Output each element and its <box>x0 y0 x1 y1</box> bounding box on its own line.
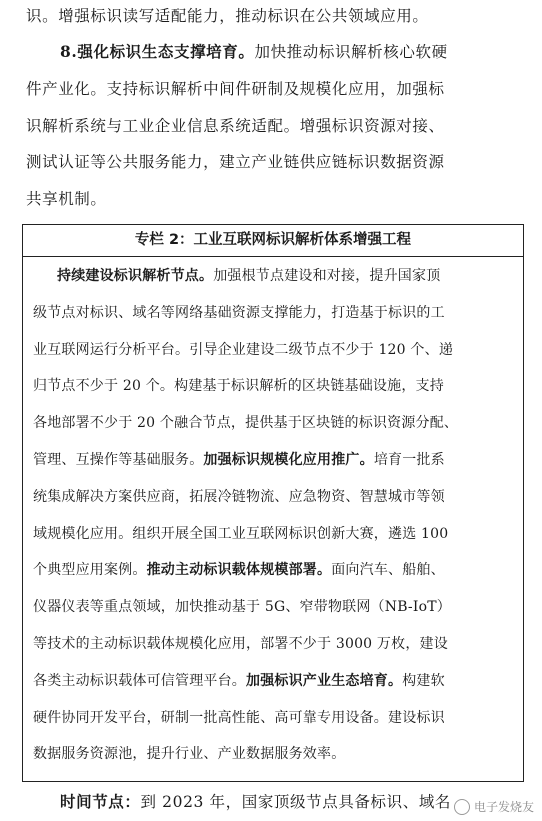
column-box-subheading: 持续建设标识解析节点。 <box>57 268 214 284</box>
column-box-line <box>33 449 515 469</box>
column-box-subheading: 加强标识产业生态培育。 <box>246 672 403 689</box>
column-box-text: 个典型应用案例。 <box>33 562 147 579</box>
column-box-subheading: 加强标识规模化应用推广。 <box>203 452 374 468</box>
column-box-title: 专栏 2：工业互联网标识解析体系增强工程 <box>23 225 523 257</box>
column-box-text: 各地部署不少于 20 个融合节点，提供基于区块链的标识资源分配、 <box>33 415 459 432</box>
section-heading: 8.强化标识生态支撑培育。 <box>60 42 255 61</box>
column-box-text: 归节点不少于 20 个。构建基于标识解析的区块链基础设施，支持 <box>33 378 444 395</box>
column-box-text: 硬件协同开发平台，研制一批高性能、高可靠专用设备。建设标识 <box>33 709 445 726</box>
column-box-line <box>33 486 515 506</box>
text-line: 测试认证等公共服务能力，建立产业链供应链标识数据资源 <box>26 153 445 171</box>
text-line: 识解析系统与工业企业信息系统适配。增强标识资源对接、 <box>26 117 445 135</box>
section-text: 加快推动标识解析核心软硬 <box>254 43 448 61</box>
text-line: 共享机制。 <box>26 190 107 208</box>
column-box-line <box>33 412 515 432</box>
column-box-text: 管理、互操作等基础服务。 <box>33 452 204 468</box>
column-box <box>22 224 524 782</box>
column-box-text: 业互联网运行分析平台。引导企业建设二级节点不少于 120 个、递 <box>33 341 454 358</box>
column-box-text: 等技术的主动标识载体规模化应用，部署不少于 3000 万枚，建设 <box>33 636 448 652</box>
column-box-text: 级节点对标识、域名等网络基础资源支撑能力，打造基于标识的工 <box>33 304 445 321</box>
column-box-line <box>33 707 515 727</box>
column-box-line <box>33 670 515 690</box>
column-box-text: 域规模化应用。组织开展全国工业互联网标识创新大赛，遴选 100 <box>33 525 449 542</box>
column-box-text: 仪器仪表等重点领域，加快推动基于 5G、窄带物联网（NB-IoT） <box>33 599 451 616</box>
column-box-line <box>33 339 515 359</box>
column-box-text: 培育一批系 <box>373 452 445 468</box>
timeline-text: 到 2023 年，国家顶级节点具备标识、域名 <box>140 793 452 811</box>
column-box-line <box>33 302 515 322</box>
column-box-line <box>33 375 515 395</box>
column-box-line <box>33 559 515 579</box>
column-box-subheading: 推动主动标识载体规模部署。 <box>146 562 332 579</box>
watermark-logo-icon <box>454 799 470 815</box>
column-box-text: 统集成解决方案供应商，拓展冷链物流、应急物资、智慧城市等领 <box>33 488 445 505</box>
timeline-heading: 时间节点： <box>60 792 141 811</box>
column-box-line <box>33 743 515 763</box>
column-box-line <box>33 596 515 616</box>
column-box-text: 构建软 <box>402 672 445 689</box>
watermark <box>454 798 534 815</box>
column-box-text: 面向汽车、船舶、 <box>331 562 445 579</box>
column-box-line <box>57 265 515 285</box>
column-box-line <box>33 523 515 543</box>
column-box-text: 数据服务资源池，提升行业、产业数据服务效率。 <box>33 746 346 763</box>
text-line: 件产业化。支持标识解析中间件研制及规模化应用，加强标 <box>26 80 445 98</box>
section-heading-line <box>60 40 542 62</box>
column-box-line <box>33 633 515 653</box>
column-box-text: 加强根节点建设和对接，提升国家顶 <box>213 268 441 284</box>
text-line: 识。增强标识读写适配能力，推动标识在公共领域应用。 <box>26 7 429 25</box>
column-box-text: 各类主动标识载体可信管理平台。 <box>33 672 246 689</box>
watermark-text: 电子发烧友 <box>473 800 534 814</box>
